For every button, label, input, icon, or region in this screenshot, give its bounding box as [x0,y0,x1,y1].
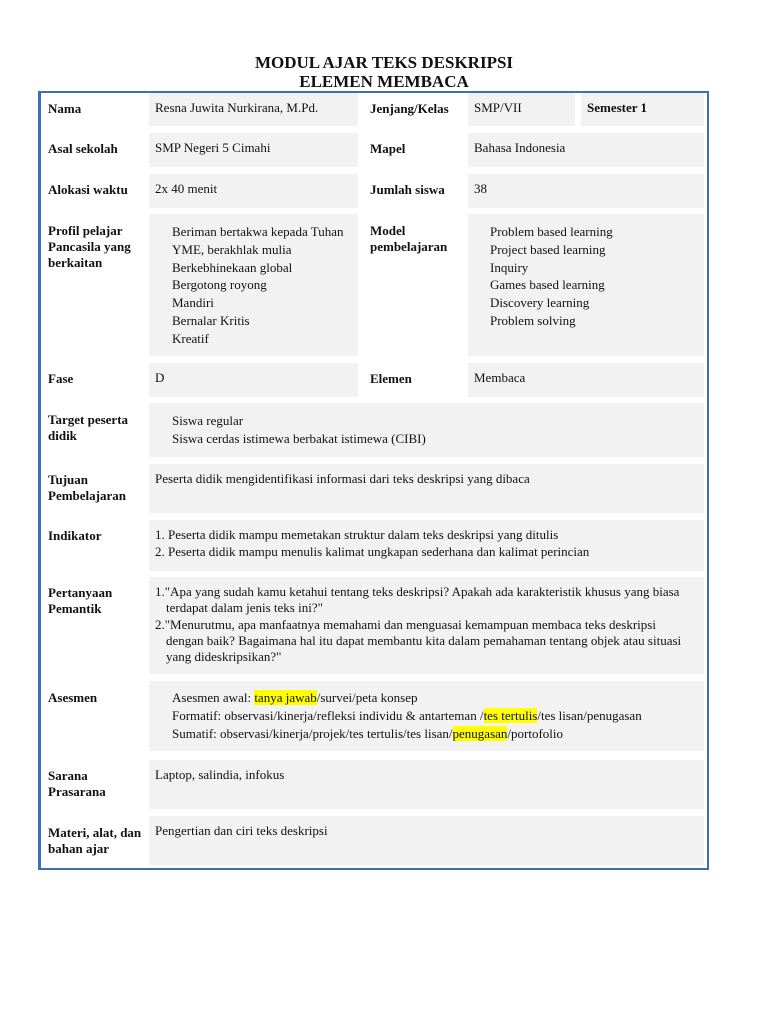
profil-list [155,223,352,348]
model-item: Project based learning [490,241,606,257]
indikator-item: 1. Peserta didik mampu memetakan struktur dalam teks deskripsi yang ditulis [155,527,559,542]
asesmen-formatif-rest: /tes lisan/penugasan [537,708,642,723]
asesmen-sumatif [155,725,698,743]
value-elemen: Membaca [468,363,704,397]
value-semester: Semester 1 [581,93,704,126]
title-line-1: MODUL AJAR TEKS DESKRIPSI [254,53,514,72]
asesmen-formatif-text: Formatif: observasi/kinerja/refleksi individu & antarteman / [172,708,484,723]
indikator-item: 2. Peserta didik mampu menulis kalimat ungkapan sederhana dan kalimat perincian [155,543,590,559]
pertanyaan-item: 1."Apa yang sudah kamu ketahui tentang teks deskripsi? Apakah ada karakteristik khusus yang biasa terdapat dalam jenis teks ini?" [155,584,680,616]
value-asesmen [149,681,704,751]
model-item: Games based learning [490,277,605,293]
asesmen-awal-rest: /survei/peta konsep [316,690,418,705]
indikator-list [155,527,698,560]
label-nama: Nama [48,101,82,116]
pertanyaan-item: 2."Menurutmu, apa manfaatnya memahami dan menguasai kemampuan membaca teks deskripsi dengan baik? Bagaimana hal itu dapat membantu kita dalam pemahaman tentang objek atau situasi yang dideskripsikan?" [155,616,682,665]
profil-item: Beriman bertakwa kepada Tuhan YME, berakhlak mulia [172,224,344,257]
asesmen-awal-text: Asesmen awal: [172,690,255,705]
value-nama: Resna Juwita Nurkirana, M.Pd. [149,93,358,126]
profil-item: Bernalar Kritis [172,312,250,328]
highlight-tanya-jawab: tanya jawab [254,690,317,705]
label-fase: Fase [48,371,74,386]
label-indikator: Indikator [48,528,102,543]
highlight-penugasan: penugasan [452,726,508,741]
profil-item: Bergotong royong [172,277,267,293]
profil-item: Mandiri [172,295,214,311]
value-model-pembelajaran [468,214,704,356]
label-alokasi-waktu: Alokasi waktu [48,182,128,197]
value-alokasi-waktu: 2x 40 menit [149,174,358,208]
label-model-pembelajaran: Model pembelajaran [370,223,448,254]
target-item: Siswa regular [172,413,244,428]
value-asal-sekolah: SMP Negeri 5 Cimahi [149,133,358,167]
highlight-tes-tertulis: tes tertulis [483,708,538,723]
value-jumlah-siswa: 38 [468,174,704,208]
asesmen-formatif [155,707,698,725]
model-list [474,223,698,330]
target-item: Siswa cerdas istimewa berbakat istimewa (CIBI) [172,431,426,446]
title-line-2: ELEMEN MEMBACA [299,72,469,91]
value-indikator [149,520,704,571]
label-mapel: Mapel [370,141,406,156]
pertanyaan-list [155,584,696,665]
value-profil-pelajar [149,214,358,356]
profil-item: Kreatif [172,330,209,346]
value-materi: Pengertian dan ciri teks deskripsi [149,816,704,865]
profil-item: Berkebhinekaan global [172,259,293,275]
value-sarana-prasarana: Laptop, salindia, infokus [149,760,704,809]
model-item: Discovery learning [490,295,590,311]
model-item: Inquiry [490,259,529,275]
label-tujuan: Tujuan Pembelajaran [48,472,126,503]
value-fase: D [149,363,358,397]
target-list [155,412,698,448]
label-pertanyaan-pemantik: Pertanyaan Pemantik [48,585,113,616]
label-asesmen: Asesmen [48,690,98,705]
model-item: Problem solving [490,312,576,328]
asesmen-sumatif-text: Sumatif: observasi/kinerja/projek/tes tertulis/tes lisan/ [172,726,453,741]
value-tujuan: Peserta didik mengidentifikasi informasi dari teks deskripsi yang dibaca [149,464,704,513]
label-jumlah-siswa: Jumlah siswa [370,182,445,197]
value-target-peserta [149,403,704,457]
label-asal-sekolah: Asal sekolah [48,141,118,156]
label-sarana-prasarana: Sarana Prasarana [48,768,106,799]
value-jenjang: SMP/VII [468,93,575,126]
model-item: Problem based learning [490,224,613,239]
label-elemen: Elemen [370,371,412,386]
label-jenjang: Jenjang/Kelas [370,101,449,116]
asesmen-list [155,689,698,743]
label-target-peserta: Target peserta didik [48,412,129,443]
label-materi: Materi, alat, dan bahan ajar [48,825,142,856]
label-profil-pelajar: Profil pelajar Pancasila yang berkaitan [48,223,131,270]
asesmen-sumatif-rest: /portofolio [507,726,564,741]
asesmen-awal [155,689,698,707]
document-title [0,53,768,91]
value-pertanyaan-pemantik [149,577,704,674]
value-mapel: Bahasa Indonesia [468,133,704,167]
